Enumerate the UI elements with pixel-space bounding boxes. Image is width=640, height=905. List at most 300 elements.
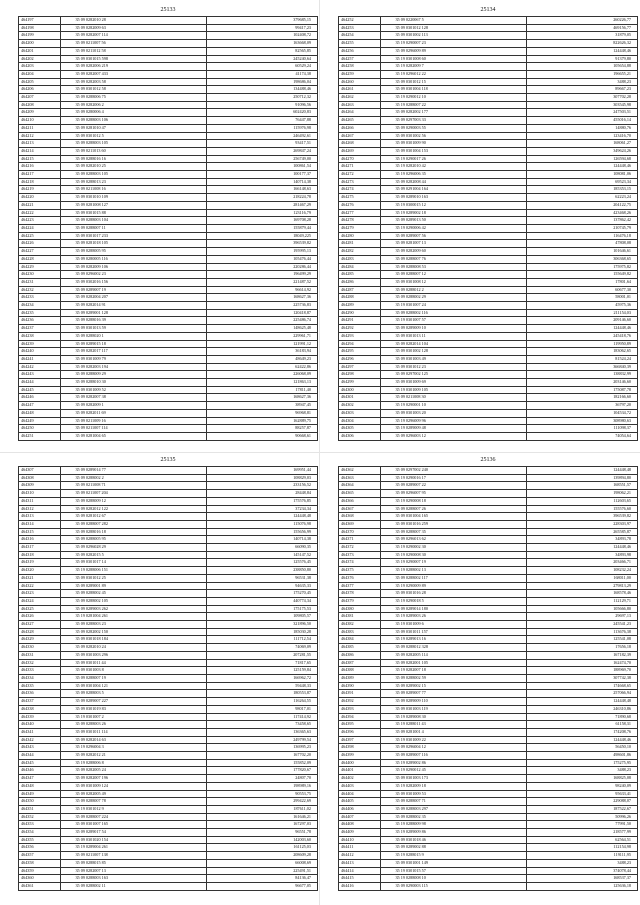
cadastral-number: 35 09 0281010 47 — [61, 124, 206, 132]
table-row — [19, 163, 318, 171]
cadastral-number: 35 19 0296006 35 — [381, 171, 526, 179]
cadastral-number: 35 09 0288003 104 — [61, 217, 206, 225]
amount-value: 96551,78 — [206, 829, 317, 837]
table-row — [19, 474, 318, 482]
amount-value: 96677,05 — [206, 882, 317, 890]
amount-value: 247503,51 — [526, 109, 637, 117]
amount-value: 168551,57 — [526, 482, 637, 490]
table-row — [19, 379, 318, 387]
page-number-label: 25133 — [160, 7, 176, 13]
amount-value: 31879,05 — [526, 32, 637, 40]
amount-value: 168011,00 — [526, 574, 637, 582]
cadastral-number: 35 09 0281007 13 — [381, 240, 526, 248]
amount-value: 62223,24 — [526, 194, 637, 202]
record-number: 464396 — [339, 728, 381, 736]
record-number: 464218 — [19, 178, 61, 186]
cadastral-number: 35 09 0301011 114 — [61, 728, 206, 736]
table-row — [339, 859, 638, 867]
cadastral-number: 35 09 0301004 121 — [61, 682, 206, 690]
cadastral-number: 35 19 0288002 13 — [381, 567, 526, 575]
table-row — [19, 698, 318, 706]
records-table — [18, 16, 318, 441]
amount-value: 221487,52 — [206, 278, 317, 286]
cadastral-number: 35 09 0288016 18 — [61, 528, 206, 536]
cadastral-number: 35 09 0282006 2 — [61, 101, 206, 109]
cadastral-number: 35 09 0282002 150 — [61, 628, 206, 636]
record-number: 464293 — [339, 332, 381, 340]
record-number: 464197 — [19, 17, 61, 25]
record-number: 464225 — [19, 232, 61, 240]
cadastral-number: 35 09 0301012 15 — [381, 78, 526, 86]
record-number: 464202 — [19, 55, 61, 63]
record-number: 464414 — [339, 867, 381, 875]
amount-value: 220286,44 — [206, 263, 317, 271]
record-number: 464336 — [19, 690, 61, 698]
amount-value: 211154,03 — [526, 309, 637, 317]
record-number: 464356 — [19, 844, 61, 852]
table-row — [19, 263, 318, 271]
cadastral-number: 35 09 0301009 52 — [61, 386, 206, 394]
cadastral-number: 35 09 0282010 25 — [61, 163, 206, 171]
record-number: 464358 — [19, 859, 61, 867]
table-row — [19, 721, 318, 729]
table-row — [339, 78, 638, 86]
amount-value: 469156,77 — [526, 24, 637, 32]
cadastral-number: 35 19 0282009 7 — [381, 63, 526, 71]
cadastral-number: 35 09 0301016 28 — [381, 590, 526, 598]
record-number: 464395 — [339, 721, 381, 729]
amount-value: 124448,46 — [526, 736, 637, 744]
amount-value: 265585,87 — [526, 528, 637, 536]
amount-value: 34893,98 — [526, 551, 637, 559]
amount-value: 166962,72 — [206, 674, 317, 682]
cadastral-number: 35 09 0301017 233 — [61, 232, 206, 240]
amount-value: 155656,99 — [206, 528, 317, 536]
record-number: 464330 — [19, 644, 61, 652]
amount-value: 602420,83 — [206, 109, 317, 117]
record-number: 464255 — [339, 40, 381, 48]
cadastral-number: 35 09 0288003 26 — [61, 721, 206, 729]
record-number: 464337 — [19, 698, 61, 706]
record-number: 464260 — [339, 78, 381, 86]
record-number: 464344 — [19, 752, 61, 760]
cadastral-number: 35 19 0301007 2 — [61, 713, 206, 721]
amount-value: 96614,92 — [206, 286, 317, 294]
cadastral-number: 35 09 0288003 163 — [61, 875, 206, 883]
table-row — [19, 394, 318, 402]
table-row — [339, 309, 638, 317]
cadastral-number: 35 09 0301013 59 — [61, 325, 206, 333]
table-row — [19, 467, 318, 475]
record-number: 464300 — [339, 386, 381, 394]
record-number: 464217 — [19, 171, 61, 179]
record-number: 464323 — [19, 590, 61, 598]
record-number: 464394 — [339, 713, 381, 721]
record-number: 464258 — [339, 63, 381, 71]
table-row — [339, 379, 638, 387]
record-number: 464317 — [19, 544, 61, 552]
cadastral-number: 35 19 0289008 30 — [381, 713, 526, 721]
record-number: 464268 — [339, 140, 381, 148]
record-number: 464312 — [19, 505, 61, 513]
table-row — [339, 844, 638, 852]
record-number: 464405 — [339, 798, 381, 806]
amount-value: 112129,71 — [526, 597, 637, 605]
table-row — [339, 482, 638, 490]
cadastral-number: 35 09 0281004 65 — [61, 432, 206, 440]
record-number: 464327 — [19, 621, 61, 629]
cadastral-number: 35 09 0301003 296 — [61, 651, 206, 659]
record-number: 464350 — [19, 798, 61, 806]
table-row — [19, 590, 318, 598]
table-row — [19, 597, 318, 605]
record-number: 464386 — [339, 651, 381, 659]
record-number: 464339 — [19, 713, 61, 721]
record-number: 464250 — [19, 425, 61, 433]
cadastral-number: 35 09 0211012 58 — [61, 47, 206, 55]
record-number: 464332 — [19, 659, 61, 667]
cadastral-number: 35 19 0288011 43 — [381, 721, 526, 729]
record-number: 464407 — [339, 813, 381, 821]
table-row — [19, 667, 318, 675]
table-row — [19, 217, 318, 225]
cadastral-number: 35 09 0301001 149 — [381, 859, 526, 867]
amount-value: 225491,51 — [206, 867, 317, 875]
records-table — [338, 16, 638, 441]
record-number: 464220 — [19, 194, 61, 202]
record-number: 464303 — [339, 409, 381, 417]
cadastral-number: 35 09 0301008 12 — [381, 278, 526, 286]
table-row — [19, 348, 318, 356]
record-number: 464392 — [339, 698, 381, 706]
record-number: 464291 — [339, 317, 381, 325]
amount-value: 225736,83 — [206, 302, 317, 310]
table-row — [339, 613, 638, 621]
cadastral-number: 35 19 0289003 26 — [381, 613, 526, 621]
table-row — [339, 371, 638, 379]
record-number: 464376 — [339, 574, 381, 582]
record-number: 464305 — [339, 425, 381, 433]
cadastral-number: 35 09 0288010 30 — [61, 379, 206, 387]
cadastral-number: 35 19 0289004 261 — [61, 844, 206, 852]
record-number: 464294 — [339, 340, 381, 348]
cadastral-number: 35 09 0296007 95 — [381, 490, 526, 498]
table-row — [339, 394, 638, 402]
table-row — [339, 224, 638, 232]
record-number: 464289 — [339, 302, 381, 310]
amount-value: 822626,32 — [526, 40, 637, 48]
amount-value: 140714,38 — [206, 536, 317, 544]
amount-value: 124448,48 — [526, 698, 637, 706]
cadastral-number: 35 19 0301007 57 — [381, 317, 526, 325]
record-number: 464402 — [339, 775, 381, 783]
cadastral-number: 35 09 0288009 12 — [61, 497, 206, 505]
cadastral-number: 35 09 0301012 5 — [61, 132, 206, 140]
amount-value: 299422,69 — [206, 798, 317, 806]
record-number: 464408 — [339, 821, 381, 829]
table-row — [19, 882, 318, 890]
amount-value: 321896,50 — [206, 621, 317, 629]
cadastral-number: 35 09 0288005 95 — [61, 248, 206, 256]
amount-value: 168061,27 — [526, 140, 637, 148]
amount-value: 142003,60 — [206, 836, 317, 844]
table-row — [19, 209, 318, 217]
record-number: 464223 — [19, 217, 61, 225]
amount-value: 74069,09 — [206, 644, 317, 652]
amount-value: 98017,01 — [206, 705, 317, 713]
table-row — [19, 363, 318, 371]
table-row — [339, 667, 638, 675]
table-row — [19, 582, 318, 590]
cadastral-number: 35 09 0282017 117 — [61, 348, 206, 356]
table-row — [19, 425, 318, 433]
record-number: 464227 — [19, 248, 61, 256]
cadastral-number: 35 19 0290016 17 — [381, 474, 526, 482]
table-row — [19, 32, 318, 40]
table-row — [339, 186, 638, 194]
amount-value: 59448,33 — [206, 682, 317, 690]
amount-value: 155879,44 — [206, 224, 317, 232]
amount-value: 82565,85 — [206, 47, 317, 55]
table-row — [339, 651, 638, 659]
amount-value: 124448,48 — [526, 467, 637, 475]
cadastral-number: 35 19 0282009 18 — [381, 782, 526, 790]
amount-value: 246310,86 — [526, 705, 637, 713]
table-row — [339, 194, 638, 202]
amount-value: 218224,78 — [206, 194, 317, 202]
table-row — [339, 86, 638, 94]
table-row — [339, 402, 638, 410]
amount-value: 136365,63 — [206, 728, 317, 736]
cadastral-number: 35 09 0282007 38 — [61, 394, 206, 402]
table-row — [19, 513, 318, 521]
table-row — [19, 559, 318, 567]
cadastral-number: 35 09 0288003 105 — [61, 171, 206, 179]
table-row — [19, 821, 318, 829]
record-number: 464208 — [19, 101, 61, 109]
amount-value: 183062,65 — [526, 348, 637, 356]
record-number: 464222 — [19, 209, 61, 217]
cadastral-number: 35 09 0288003 105 — [61, 140, 206, 148]
amount-value: 91379,80 — [526, 55, 637, 63]
record-number: 464367 — [339, 505, 381, 513]
table-row — [19, 644, 318, 652]
record-number: 464254 — [339, 32, 381, 40]
record-number: 464228 — [19, 255, 61, 263]
cadastral-number: 35 09 0282010 28 — [61, 17, 206, 25]
amount-value: 58001,01 — [526, 294, 637, 302]
amount-value: 203466,71 — [526, 559, 637, 567]
cadastral-number: 35 09 0288016 16 — [61, 155, 206, 163]
amount-value: 187522,67 — [526, 805, 637, 813]
table-row — [19, 690, 318, 698]
amount-value: 3488,23 — [526, 78, 637, 86]
table-row — [339, 875, 638, 883]
amount-value: 208609,28 — [206, 852, 317, 860]
amount-value: 37234,34 — [206, 505, 317, 513]
record-number: 464286 — [339, 278, 381, 286]
cadastral-number: 35 09 0289013 50 — [381, 217, 526, 225]
cadastral-number: 35 09 0288007 19 — [61, 674, 206, 682]
record-number: 464333 — [19, 667, 61, 675]
table-row — [339, 582, 638, 590]
record-number: 464199 — [19, 32, 61, 40]
amount-value: 396539,82 — [526, 513, 637, 521]
cadastral-number: 35 09 0301018 46 — [381, 836, 526, 844]
table-row — [339, 605, 638, 613]
amount-value: 155576,60 — [526, 505, 637, 513]
cadastral-number: 35 19 0301009 22 — [381, 736, 526, 744]
cadastral-number: 35 09 0288003 106 — [61, 117, 206, 125]
record-number: 464388 — [339, 667, 381, 675]
amount-value: 124448,46 — [526, 47, 637, 55]
cadastral-number: 35 09 0289017 54 — [61, 829, 206, 837]
amount-value: 366840,39 — [526, 363, 637, 371]
table-row — [339, 47, 638, 55]
record-number: 464322 — [19, 582, 61, 590]
amount-value: 168537,37 — [526, 875, 637, 883]
record-number: 464348 — [19, 782, 61, 790]
table-row — [19, 736, 318, 744]
cadastral-number: 35 09 0282014 63 — [61, 736, 206, 744]
cadastral-number: 35 19 0289009 86 — [381, 829, 526, 837]
cadastral-number: 35 09 0289014 180 — [381, 605, 526, 613]
amount-value: 498601,86 — [526, 752, 637, 760]
record-number: 464383 — [339, 628, 381, 636]
cadastral-number: 35 09 0289009 110 — [381, 698, 526, 706]
table-row — [19, 752, 318, 760]
table-row — [339, 567, 638, 575]
cadastral-number: 35 09 0281012 67 — [61, 513, 206, 521]
table-row — [339, 798, 638, 806]
cadastral-number: 35 19 0296009 96 — [381, 417, 526, 425]
table-row — [339, 767, 638, 775]
record-number: 464251 — [19, 432, 61, 440]
amount-value: 162474,70 — [526, 659, 637, 667]
table-row — [19, 805, 318, 813]
amount-value: 121863,13 — [206, 379, 317, 387]
cadastral-number: 35 19 0290008 30 — [381, 551, 526, 559]
cadastral-number: 35 09 0288006 75 — [61, 94, 206, 102]
table-row — [339, 255, 638, 263]
table-row — [339, 94, 638, 102]
table-row — [19, 859, 318, 867]
table-row — [19, 340, 318, 348]
table-row — [19, 124, 318, 132]
table-row — [339, 101, 638, 109]
cadastral-number: 35 09 0288020 1 — [61, 332, 206, 340]
table-row — [339, 713, 638, 721]
record-number: 464378 — [339, 590, 381, 598]
record-number: 464278 — [339, 217, 381, 225]
record-number: 464241 — [19, 355, 61, 363]
record-number: 464266 — [339, 124, 381, 132]
cadastral-number: 35 09 0211009 16 — [61, 417, 206, 425]
table-row — [339, 425, 638, 433]
cadastral-number: 35 09 0289015 18 — [61, 340, 206, 348]
record-number: 464375 — [339, 567, 381, 575]
record-number: 464219 — [19, 186, 61, 194]
record-number: 464360 — [19, 875, 61, 883]
cadastral-number: 35 09 0211007 56 — [61, 40, 206, 48]
amount-value: 307742,38 — [526, 674, 637, 682]
amount-value: 14880,76 — [526, 124, 637, 132]
table-row — [19, 78, 318, 86]
table-row — [339, 355, 638, 363]
cadastral-number: 35 09 0211008 71 — [61, 482, 206, 490]
amount-value: 269847,24 — [206, 147, 317, 155]
table-row — [19, 497, 318, 505]
records-table — [338, 466, 638, 891]
record-number: 464377 — [339, 582, 381, 590]
amount-value: 112154,98 — [526, 844, 637, 852]
table-row — [339, 117, 638, 125]
amount-value: 47808,08 — [526, 240, 637, 248]
record-number: 464243 — [19, 371, 61, 379]
table-row — [339, 813, 638, 821]
cadastral-number: 35 19 0290007 19 — [381, 559, 526, 567]
cadastral-number: 35 09 0301002 56 — [381, 132, 526, 140]
cadastral-number: 35 09 0301016 259 — [381, 520, 526, 528]
cadastral-number: 35 19 0290012 10 — [381, 94, 526, 102]
amount-value: 109805,57 — [206, 613, 317, 621]
record-number: 464265 — [339, 117, 381, 125]
amount-value: 50996,26 — [526, 813, 637, 821]
record-number: 464390 — [339, 682, 381, 690]
record-number: 464296 — [339, 355, 381, 363]
cadastral-number: 35 09 0288007 224 — [61, 813, 206, 821]
table-row — [19, 775, 318, 783]
amount-value: 238850,80 — [206, 567, 317, 575]
cadastral-number: 35 09 0282001 105 — [381, 659, 526, 667]
cadastral-number: 35 09 0282014 104 — [381, 340, 526, 348]
amount-value: 88257,87 — [206, 425, 317, 433]
cadastral-number: 35 19 0290006 42 — [381, 224, 526, 232]
amount-value: 18049,225 — [206, 232, 317, 240]
record-number: 464261 — [339, 86, 381, 94]
record-number: 464302 — [339, 402, 381, 410]
cadastral-number: 35 09 0288013 23 — [61, 178, 206, 186]
record-number: 464236 — [19, 317, 61, 325]
amount-value: 175975,82 — [526, 263, 637, 271]
cadastral-number: 35 09 0288012 2 — [381, 286, 526, 294]
amount-value: 249799,54 — [206, 736, 317, 744]
table-row — [339, 590, 638, 598]
amount-value: 134488,46 — [206, 86, 317, 94]
amount-value: 161646,21 — [206, 813, 317, 821]
amount-value: 308980,63 — [526, 417, 637, 425]
table-row — [339, 659, 638, 667]
page-number-label: 25135 — [160, 457, 176, 463]
cadastral-number: 35 19 0301015 57 — [381, 867, 526, 875]
table-row — [339, 636, 638, 644]
cadastral-number: 35 19 0281004 261 — [61, 613, 206, 621]
cadastral-number: 35 09 0288002 117 — [381, 574, 526, 582]
record-number: 464373 — [339, 551, 381, 559]
amount-value: 137862,42 — [526, 217, 637, 225]
cadastral-number: 35 09 0282008 44 — [381, 178, 526, 186]
table-row — [339, 432, 638, 440]
amount-value: 148625,48 — [206, 325, 317, 333]
amount-value: 124448,48 — [206, 513, 317, 521]
record-number: 464357 — [19, 852, 61, 860]
cadastral-number: 35 09 0289007 56 — [381, 232, 526, 240]
cadastral-number: 35 09 0301002 128 — [381, 348, 526, 356]
cadastral-number: 35 09 0288003 23 — [61, 621, 206, 629]
amount-value: 100861,54 — [206, 163, 317, 171]
table-row — [19, 109, 318, 117]
amount-value: 101646,61 — [526, 248, 637, 256]
